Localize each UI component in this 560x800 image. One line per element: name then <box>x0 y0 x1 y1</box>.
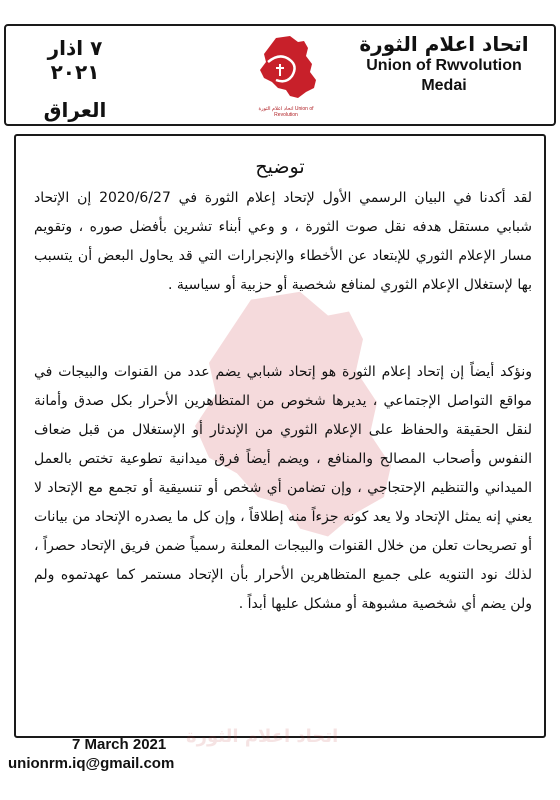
notice-paragraph-2: ونؤكد أيضاً إن إتحاد إعلام الثورة هو إتحاد شبابي يضم عدد من القنوات والبيجات في مواقع التواصل الإجتماعي ، يديرها شخوص من المتظاهرين الأحرار بكل صدق وأمانة لنقل الحقيقة والحفاظ على الإعلام الثوري من الإندثار أو الإستغلال من قبل ضعاف النفوس وأصحاب المصالح والمنافع ، ويضم أيضاً فرق ميدانية تطوعية تختص بالعمل الميداني والتنظيم الإحتجاجي ، وإن تضامن أي شخص أو تنسيقية أو تجمع مع الإتحاد لا يعني إنه يمثل الإتحاد ولا يعد كونه جزءاً منه إطلاقاً ، وإن كل ما يصدره الإتحاد من بيانات أو تصريحات تعلن من خلال القنوات والبيجات المعلنة رسمياً ضمن فريق الإتحاد حصراً ، لذلك نود التنويه على جميع المتظاهرين الأحرار بأن الإتحاد مستمر كما عهدتموه ولم ولن يضم أي شخصية مشبوهة أو مشكل عليها أبداً . <box>34 364 532 612</box>
notice-heading: توضيح <box>255 156 305 178</box>
logo-caption: اتحاد اعلام الثورة Union of Revolution <box>258 106 314 118</box>
org-name-english-line2: Medai <box>421 77 467 94</box>
iraq-map-logo-icon <box>246 32 326 118</box>
notice-paragraph-1: لقد أكدنا في البيان الرسمي الأول لإتحاد إعلام الثورة في 2020/6/27 إن الإتحاد شبابي مستقل هدفه نقل صوت الثورة ، و وعي أبناء تشرين بأفضل صوره ، وتقويم مسار الإعلام الثوري للإبتعاد عن الأخطاء والإنجرارات التي قد يحاول البعض أن يتسبب بها لإستغلال الإعلام الثوري لمنافع شخصية أو حزبية أو سياسية . <box>34 190 532 293</box>
header-date: ٧ اذار ٢٠٢١ <box>47 36 103 84</box>
footer-email: unionrm.iq@gmail.com <box>8 755 175 772</box>
org-name-english-line1: Union of Rwvolution <box>366 57 522 74</box>
watermark-text: اتحاد اعلام الثورة <box>186 726 339 747</box>
org-name-block <box>344 32 544 96</box>
org-name-arabic: اتحاد اعلام الثورة <box>359 32 529 56</box>
date-block <box>20 36 130 122</box>
footer-date: 7 March 2021 <box>72 736 167 753</box>
header-country: العراق <box>43 98 107 122</box>
letterhead <box>4 24 556 126</box>
